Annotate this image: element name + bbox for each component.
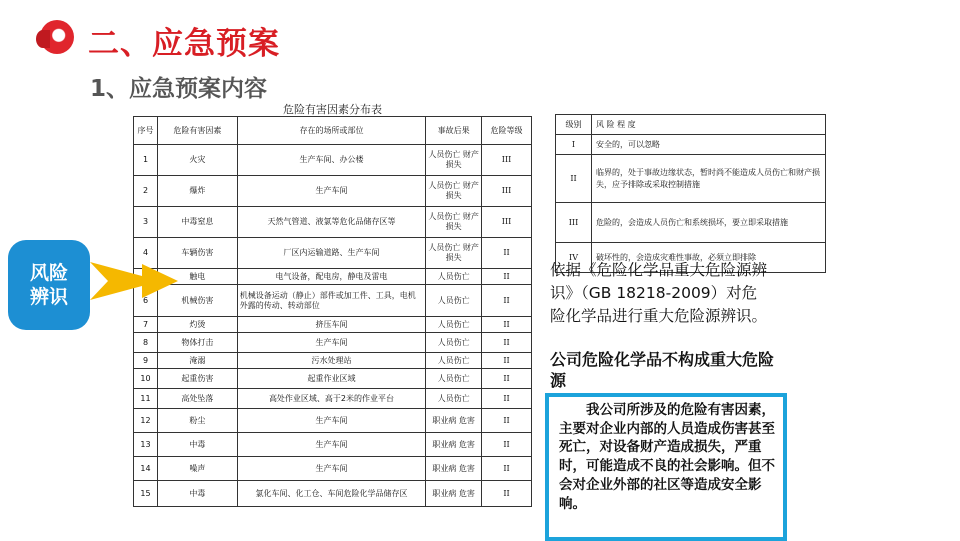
hazard-location: 电气设备，配电房，静电及雷电	[237, 269, 425, 285]
accident-consequence: 人员伤亡	[426, 317, 482, 333]
row-number: 8	[134, 333, 158, 353]
risk-header-cell: 风 险 程 度	[592, 115, 826, 135]
hazard-factor: 中毒	[157, 433, 237, 457]
hazard-table-row	[134, 389, 532, 409]
hazard-factor: 触电	[157, 269, 237, 285]
risk-identification-badge	[8, 240, 90, 330]
risk-level: III	[556, 203, 592, 243]
hazard-level: III	[482, 145, 532, 176]
accident-consequence: 人员伤亡 财产损失	[426, 176, 482, 207]
hazard-level: II	[482, 409, 532, 433]
hazard-location: 生产车间、办公楼	[237, 145, 425, 176]
hazard-level: II	[482, 369, 532, 389]
risk-level: IV	[556, 243, 592, 273]
hazard-level: II	[482, 389, 532, 409]
accident-consequence: 职业病 危害	[426, 433, 482, 457]
hazard-table-row	[134, 433, 532, 457]
accident-consequence: 人员伤亡	[426, 285, 482, 317]
hazard-factor: 淹溺	[157, 353, 237, 369]
hazard-level: II	[482, 317, 532, 333]
hazard-level: II	[482, 457, 532, 481]
hazard-table-row	[134, 409, 532, 433]
hazard-location: 生产车间	[237, 333, 425, 353]
header-cell: 危险有害因素	[157, 117, 237, 145]
accident-consequence: 人员伤亡 财产损失	[426, 238, 482, 269]
hazard-location: 生产车间	[237, 409, 425, 433]
hazard-table-row	[134, 481, 532, 507]
hazard-location: 起重作业区域	[237, 369, 425, 389]
impact-statement-box: 我公司所涉及的危险有害因素，主要对企业内部的人员造成伤害甚至死亡，对设备财产造成损失，严重时，可能造成不良的社会影响。但不会对企业外部的社区等造成安全影响。	[545, 393, 787, 541]
row-number: 12	[134, 409, 158, 433]
hazard-level: II	[482, 481, 532, 507]
hazard-location: 机械设备运动（静止）部件或加工件、工具，电机外露的传动、转动部位	[237, 285, 425, 317]
hazard-table-row	[134, 285, 532, 317]
hazard-location: 氯化车间、化工仓、车间危险化学品储存区	[237, 481, 425, 507]
hazard-location: 挤压车间	[237, 317, 425, 333]
risk-row	[556, 155, 826, 203]
risk-description: 破坏性的，会造成灾难性事故，必须立即排除	[592, 243, 826, 273]
hazard-location: 厂区内运输道路、生产车间	[237, 238, 425, 269]
row-number: 14	[134, 457, 158, 481]
accident-consequence: 职业病 危害	[426, 481, 482, 507]
hazard-table-row	[134, 238, 532, 269]
hazard-table-row	[134, 457, 532, 481]
risk-badge-label: 风险辨识	[29, 262, 68, 308]
hazard-table-row	[134, 317, 532, 333]
hazard-factor: 机械伤害	[157, 285, 237, 317]
risk-description: 危险的，会造成人员伤亡和系统损坏，要立即采取措施	[592, 203, 826, 243]
hazard-location: 生产车间	[237, 176, 425, 207]
hazard-table-row	[134, 145, 532, 176]
hazard-level: II	[482, 353, 532, 369]
hazard-factor: 车辆伤害	[157, 238, 237, 269]
right-arrow-icon	[90, 258, 180, 304]
risk-description: 安全的，可以忽略	[592, 135, 826, 155]
risk-level: I	[556, 135, 592, 155]
row-number: 6	[134, 285, 158, 317]
accident-consequence: 人员伤亡	[426, 333, 482, 353]
hazard-factor: 中毒窒息	[157, 207, 237, 238]
hazard-factor: 中毒	[157, 481, 237, 507]
risk-row	[556, 203, 826, 243]
section-subtitle: 1、应急预案内容	[90, 76, 268, 102]
hazard-table-row	[134, 269, 532, 285]
accident-consequence: 人员伤亡 财产损失	[426, 145, 482, 176]
hazard-level: II	[482, 333, 532, 353]
hazard-factor: 物体打击	[157, 333, 237, 353]
hazard-table-row	[134, 207, 532, 238]
hazard-level: II	[482, 269, 532, 285]
risk-level: II	[556, 155, 592, 203]
row-number: 15	[134, 481, 158, 507]
header-cell: 危险等级	[482, 117, 532, 145]
hazard-location: 生产车间	[237, 433, 425, 457]
hazard-factor: 爆炸	[157, 176, 237, 207]
risk-row	[556, 135, 826, 155]
row-number: 3	[134, 207, 158, 238]
row-number: 2	[134, 176, 158, 207]
conclusion-text: 公司危险化学品不构成重大危险源	[550, 350, 775, 390]
hazard-table-row	[134, 353, 532, 369]
hazard-table-row	[134, 369, 532, 389]
hazard-factor: 高处坠落	[157, 389, 237, 409]
accident-consequence: 职业病 危害	[426, 457, 482, 481]
hazard-table-row	[134, 176, 532, 207]
hazard-location: 污水处理站	[237, 353, 425, 369]
row-number: 4	[134, 238, 158, 269]
hazard-factor: 噪声	[157, 457, 237, 481]
row-number: 10	[134, 369, 158, 389]
header-cell: 存在的场所或部位	[237, 117, 425, 145]
page-title: 二、应急预案	[88, 26, 280, 62]
hazard-level: III	[482, 176, 532, 207]
hazard-factor: 灼烫	[157, 317, 237, 333]
hazard-factor: 起重伤害	[157, 369, 237, 389]
hazard-location: 天然气管道、液氯等危化品储存区等	[237, 207, 425, 238]
title-bullet-icon	[40, 20, 74, 54]
risk-table-header	[556, 115, 826, 135]
hazard-level: II	[482, 433, 532, 457]
hazard-factor: 粉尘	[157, 409, 237, 433]
hazard-table-caption: 危险有害因素分布表	[283, 103, 382, 116]
hazard-table	[133, 116, 532, 507]
hazard-factor: 火灾	[157, 145, 237, 176]
risk-level-table	[555, 114, 826, 273]
risk-header-cell: 级别	[556, 115, 592, 135]
row-number: 1	[134, 145, 158, 176]
accident-consequence: 人员伤亡	[426, 353, 482, 369]
hazard-level: II	[482, 285, 532, 317]
identification-basis-text: 依据《危险化学品重大危险源辨识》（GB 18218-2009）对危险化学品进行重大危险源辨识。	[550, 261, 768, 325]
accident-consequence: 人员伤亡	[426, 389, 482, 409]
hazard-table-row	[134, 333, 532, 353]
hazard-location: 高处作业区域、高于2米的作业平台	[237, 389, 425, 409]
hazard-level: III	[482, 207, 532, 238]
risk-description: 临界的，处于事故边缘状态，暂时尚不能造成人员伤亡和财产损失，应予排除或采取控制措施	[592, 155, 826, 203]
row-number: 7	[134, 317, 158, 333]
hazard-level: II	[482, 238, 532, 269]
accident-consequence: 人员伤亡	[426, 269, 482, 285]
row-number: 11	[134, 389, 158, 409]
header-cell: 事故后果	[426, 117, 482, 145]
hazard-location: 生产车间	[237, 457, 425, 481]
hazard-table-header	[134, 117, 532, 145]
accident-consequence: 职业病 危害	[426, 409, 482, 433]
accident-consequence: 人员伤亡	[426, 369, 482, 389]
header-cell: 序号	[134, 117, 158, 145]
accident-consequence: 人员伤亡 财产损失	[426, 207, 482, 238]
row-number: 9	[134, 353, 158, 369]
row-number: 13	[134, 433, 158, 457]
